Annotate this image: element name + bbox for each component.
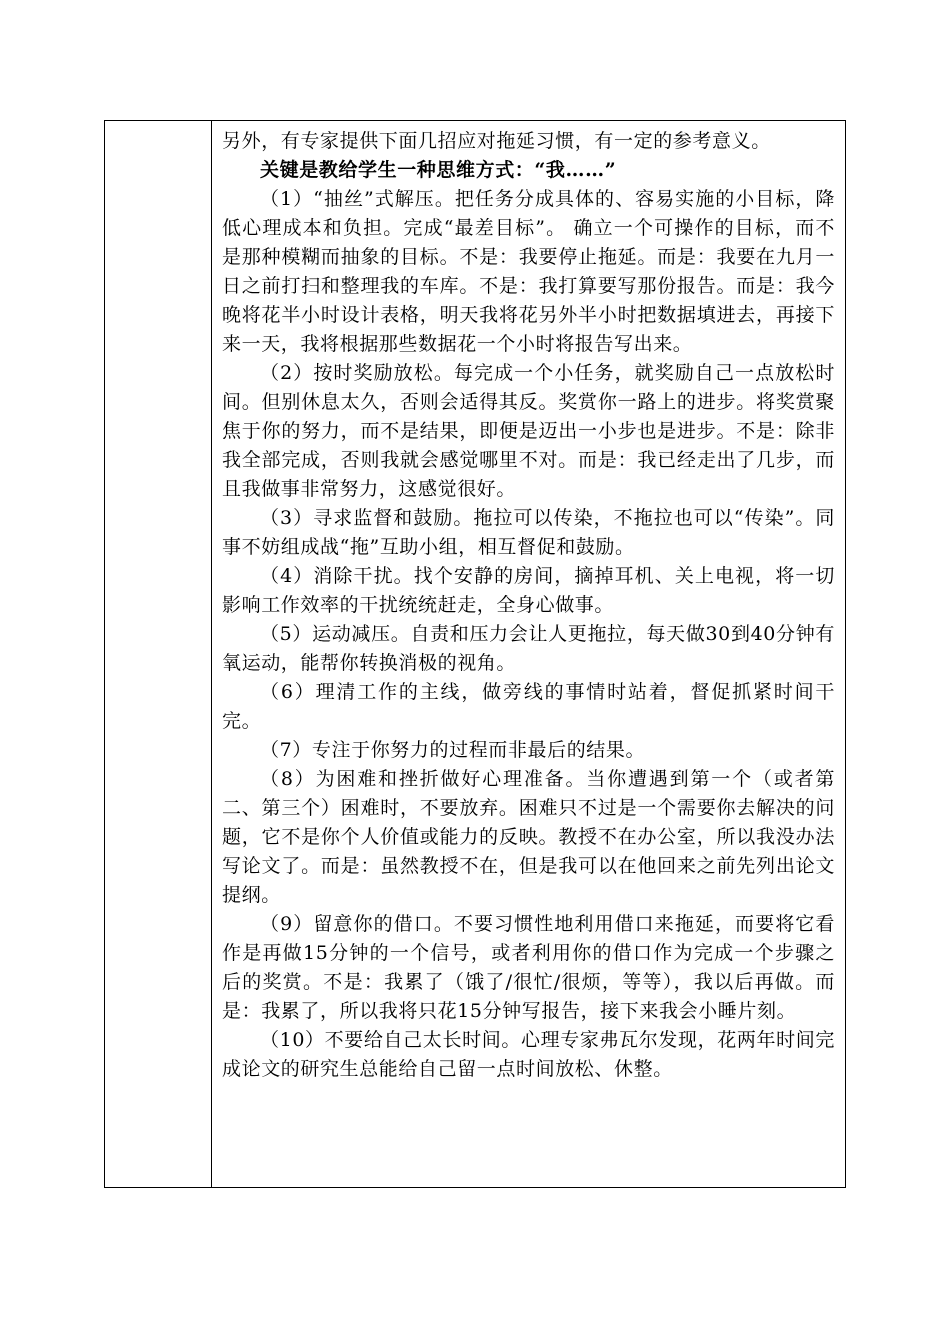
table-content-cell (212, 121, 845, 1187)
tip-paragraph-9: （9）留意你的借口。不要习惯性地利用借口来拖延，而要将它看作是再做15分钟的一个信号，或者利用你的借口作为完成一个步骤之后的奖赏。不是：我累了（饿了/很忙/很烦，等等），我以后再做。而是：我累了，所以我将只花15分钟写报告，接下来我会小睡片刻。 (222, 913, 835, 1022)
document-table (104, 120, 846, 1188)
tip-paragraph-10: （10）不要给自己太长时间。心理专家弗瓦尔发现，花两年时间完成论文的研究生总能给自己留一点时间放松、休整。 (222, 1029, 835, 1080)
section-heading: 关键是教给学生一种思维方式：“我……” (260, 159, 617, 181)
table-label-cell (105, 121, 212, 1187)
tip-paragraph-1: （1）“抽丝”式解压。把任务分成具体的、容易实施的小目标，降低心理成本和负担。完成“最差目标”。 确立一个可操作的目标，而不是那种模糊而抽象的目标。不是：我要停止拖延。而是：我要在九月一日之前打扫和整理我的车库。不是：我打算要写那份报告。而是：我今晚将花半小时设计表格，明天我将花另外半小时把数据填进去，再接下来一天，我将根据那些数据花一个小时将报告写出来。 (222, 188, 835, 355)
tip-paragraph-4: （4）消除干扰。找个安静的房间，摘掉耳机、关上电视，将一切影响工作效率的干扰统统赶走，全身心做事。 (222, 565, 835, 616)
tip-paragraph-6: （6）理清工作的主线，做旁线的事情时站着，督促抓紧时间干完。 (222, 681, 835, 732)
intro-paragraph: 另外，有专家提供下面几招应对拖延习惯，有一定的参考意义。 (222, 130, 771, 152)
tip-paragraph-3: （3）寻求监督和鼓励。拖拉可以传染，不拖拉也可以“传染”。同事不妨组成战“拖”互助小组，相互督促和鼓励。 (222, 507, 835, 558)
tip-paragraph-8: （8）为困难和挫折做好心理准备。当你遭遇到第一个（或者第二、第三个）困难时，不要放弃。困难只不过是一个需要你去解决的问题，它不是你个人价值或能力的反映。教授不在办公室，所以我没办法写论文了。而是：虽然教授不在，但是我可以在他回来之前先列出论文提纲。 (222, 768, 835, 906)
tip-paragraph-2: （2）按时奖励放松。每完成一个小任务，就奖励自己一点放松时间。但别休息太久，否则会适得其反。奖赏你一路上的进步。将奖赏聚焦于你的努力，而不是结果，即便是迈出一小步也是进步。不是：除非我全部完成，否则我就会感觉哪里不对。而是：我已经走出了几步，而且我做事非常努力，这感觉很好。 (222, 362, 835, 500)
tip-paragraph-5: （5）运动减压。自责和压力会让人更拖拉，每天做30到40分钟有氧运动，能帮你转换消极的视角。 (222, 623, 835, 674)
tip-paragraph-7: （7）专注于你努力的过程而非最后的结果。 (260, 739, 646, 761)
